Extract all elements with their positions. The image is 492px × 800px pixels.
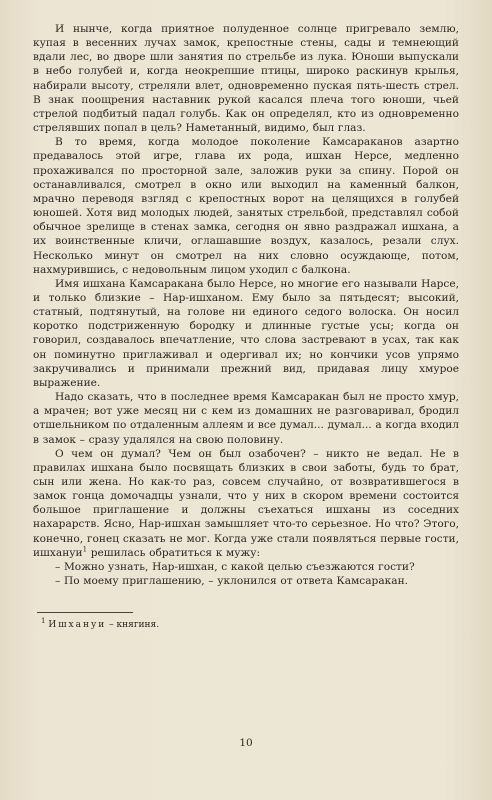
paragraph: Надо сказать, что в последнее время Камсаракан был не просто хмур, а мрачен; вот уже месяц ни с кем из домашних не разговаривал, бродил отшельником по отдаленным аллеям и все думал... думал... а когда входил в замок – сразу удалялся на свою половину. xyxy=(33,391,460,446)
paragraph-text: О чем он думал? Чем он был озабочен? – никто не ведал. Не в правилах ишхана было посвящать близких в свои заботы, будь то брат, сын или жена. Но как-то раз, совсем случайно, от возвратившегося в замок гонца домочадцы узнали, что у них в скором времени состоится большое приглашение и должны съехаться ишханы из соседних нахарарств. Ясно, Нар-ишхан замышляет что-то серьезное. Но что? Этого, конечно, гонец сказать не мог. Когда уже стали появляться первые гости, ишхануи xyxy=(33,447,459,559)
dialogue-line: – По моему приглашению, – уклонился от ответа Камсаракан. xyxy=(55,575,409,588)
page-number: 10 xyxy=(239,737,253,749)
footnote-term: Ишхануи xyxy=(48,620,107,631)
paragraph: Имя ишхана Камсаракана было Нерсе, но многие его называли Нарсе, и только близкие – Нар-ишханом. Ему было за пятьдесят; высокий, статный, подтянутый, на голове ни единого седого волоска. Он носил коротко подстриженную бородку и длинные густые усы; когда он говорил, создавалось впечатление, что слова застревают в усах, так как он поминутно приглаживал и одергивал их; но кончики усов упрямо закручивались и принимали прежний вид, придавая лицу хмурое выражение. xyxy=(33,277,459,389)
footnote-definition: – княгиня. xyxy=(106,620,160,631)
dialogue-line: – Можно узнать, Нар-ишхан, с какой целью съезжаются гости? xyxy=(55,560,415,573)
paragraph-tail: решилась обратиться к мужу: xyxy=(87,546,261,559)
body-text xyxy=(33,22,459,631)
footnote xyxy=(41,619,459,631)
footnote-divider xyxy=(37,612,133,613)
paragraph-with-footnote xyxy=(33,447,459,560)
footnote-reference: 1 xyxy=(82,545,88,554)
paragraph: И нынче, когда приятное полуденное солнце пригревало землю, купая в весенних лучах замок, крепостные стены, сады и темнеющий вдали лес, во дворе шли занятия по стрельбе из лука. Юноши выпускали в небо голубей и, когда неокрепшие птицы, широко раскинув крылья, набирали высоту, стреляли влет, одновременно пуская пять-шесть стрел. В знак поощрения наставник рукой касался плеча того юноши, чьей стрелой подбитый падал голубь. Как он определял, кто из одновременно стрелявших попал в цель? Наметанный, видимо, был глаз. xyxy=(33,23,459,135)
footnote-marker: 1 xyxy=(41,617,46,626)
paragraph: В то время, когда молодое поколение Камсараканов азартно предавалось этой игре, глава их рода, ишхан Нерсе, медленно прохаживался по просторной зале, заложив руки за спину. Порой он останавливался, смотрел в окно или выходил на каменный балкон, мрачно переводя взгляд с крепостных ворот на целящихся в голубей юношей. Хотя вид молодых людей, занятых стрельбой, представлял собой обычное зрелище в стенах замка, сегодня он явно раздражал ишхана, а их воинственные кличи, оглашавшие воздух, казалось, резали слух. Несколько минут он смотрел на них словно осуждающе, потом, нахмурившись, с недовольным лицом уходил с балкона. xyxy=(33,136,459,276)
